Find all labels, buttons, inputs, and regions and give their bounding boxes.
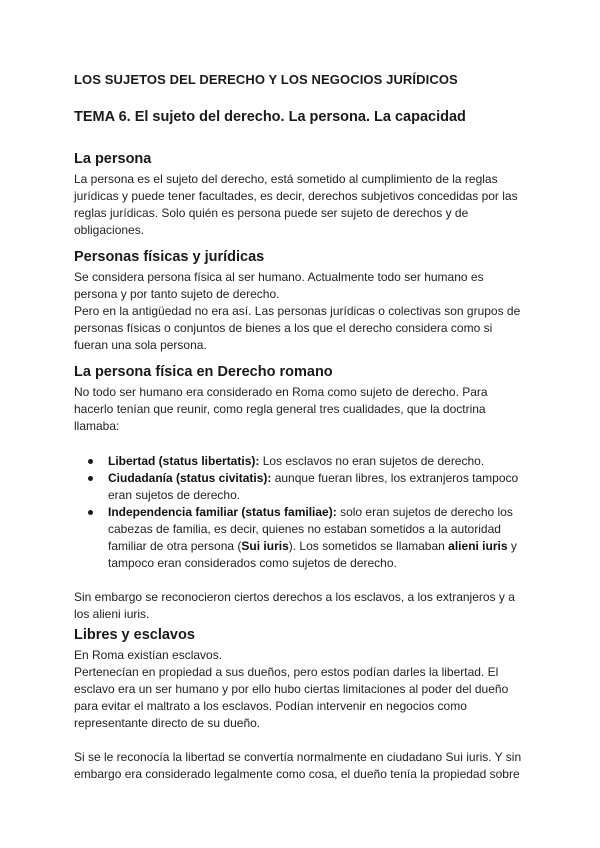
text-line: La persona es el sujeto del derecho, está sometido al cumplimiento de la reglas (74, 172, 498, 186)
text-line: En Roma existían esclavos. (74, 648, 223, 662)
text-line: embargo era considerado legalmente como cosa, el dueño tenía la propiedad sobre (74, 767, 520, 781)
list-item-libertad (74, 453, 534, 470)
section-la-persona (74, 150, 534, 239)
text-line: persona y por tanto sujeto de derecho. (74, 287, 280, 301)
section-libres-esclavos (74, 626, 534, 783)
bullet-icon (88, 476, 93, 481)
text-line: jurídicas y puede tener facultades, es decir, derechos subjetivos concedidas por las (74, 189, 518, 203)
list-item-ciudadania (74, 470, 534, 504)
section-heading: La persona física en Derecho romano (74, 364, 333, 380)
list-item-independencia (74, 504, 534, 572)
text-line: Pero en la antigüedad no era así. Las personas jurídicas o colectivas son grupos de (74, 304, 521, 318)
paragraph (74, 384, 534, 435)
paragraph (74, 647, 534, 732)
section-personas-fisicas (74, 248, 534, 354)
bullet-icon (88, 510, 93, 515)
text-line: Se considera persona física al ser humano. Actualmente todo ser humano es (74, 270, 484, 284)
bullet-icon (88, 459, 93, 464)
section-derecho-romano (74, 363, 534, 623)
text-line: para evitar el maltrato a los esclavos. Podían intervenir en negocios como (74, 699, 467, 713)
section-heading: Libres y esclavos (74, 627, 195, 643)
text-line: esclavo era un ser humano y por ello hubo ciertas limitaciones al poder del dueño (74, 682, 509, 696)
paragraph (74, 269, 534, 354)
status-list (74, 453, 534, 572)
term-bold: Ciudadanía (status civitatis): (108, 471, 272, 485)
item-text: eran sujetos de derecho. (108, 488, 241, 502)
item-text: solo eran sujetos de derecho los (336, 505, 513, 519)
term-bold: Independencia familiar (status familiae): (108, 505, 337, 519)
paragraph (74, 749, 534, 783)
document-title: LOS SUJETOS DEL DERECHO Y LOS NEGOCIOS JURÍDICOS (74, 72, 458, 87)
text-line: reglas jurídicas. Solo quién es persona puede ser sujeto de derechos y de (74, 206, 469, 220)
text-line: Sin embargo se reconocieron ciertos derechos a los esclavos, a los extranjeros y a (74, 590, 515, 604)
text-line: hacerlo tenían que reunir, como regla general tres cualidades, que la doctrina (74, 402, 486, 416)
section-heading: La persona (74, 151, 152, 167)
text-line: personas físicas o conjuntos de bienes a los que el derecho considera como si (74, 321, 493, 335)
text-line: obligaciones. (74, 223, 145, 237)
section-heading: Personas físicas y jurídicas (74, 249, 265, 265)
item-text: y (507, 539, 517, 553)
item-text: cabezas de familia, es decir, quienes no estaban sometidos a la autoridad (108, 522, 501, 536)
term-bold: Sui iuris (241, 539, 289, 553)
item-text: ). Los sometidos se llamaban (288, 539, 449, 553)
text-line: fueran una sola persona. (74, 338, 207, 352)
tema-title: TEMA 6. El sujeto del derecho. La persona. La capacidad (74, 109, 466, 125)
text-line: No todo ser humano era considerado en Roma como sujeto de derecho. Para (74, 385, 488, 399)
text-line: Si se le reconocía la libertad se convertía normalmente en ciudadano Sui iuris. Y sin (74, 750, 522, 764)
text-line: llamaba: (74, 419, 120, 433)
item-text: tampoco eran considerados como sujetos de derecho. (108, 556, 397, 570)
paragraph (74, 589, 534, 623)
text-line: los alieni iuris. (74, 607, 150, 621)
item-text: aunque fueran libres, los extranjeros tampoco (271, 471, 519, 485)
text-line: representante directo de su dueño. (74, 716, 261, 730)
term-bold: Libertad (status libertatis): (108, 454, 260, 468)
text-line: Pertenecían en propiedad a sus dueños, pero estos podían darles la libertad. El (74, 665, 499, 679)
term-bold: alieni iuris (448, 539, 508, 553)
item-text: familiar de otra persona ( (108, 539, 242, 553)
paragraph (74, 171, 534, 239)
item-text: Los esclavos no eran sujetos de derecho. (259, 454, 485, 468)
